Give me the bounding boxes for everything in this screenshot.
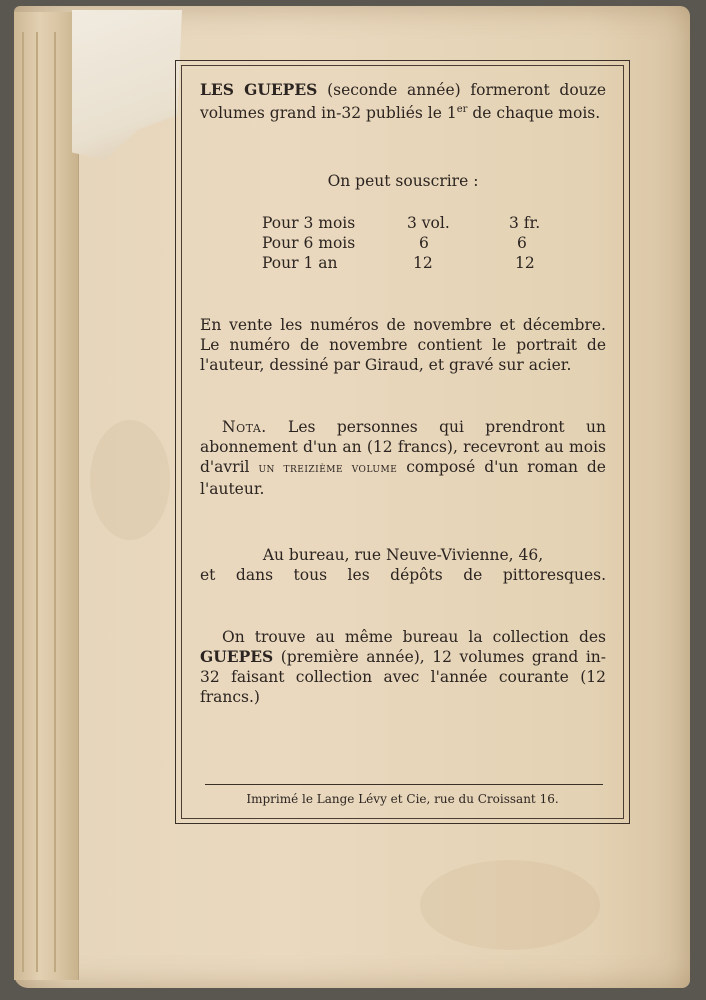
- price-label: Pour 6 mois: [262, 234, 356, 253]
- superscript: er: [456, 104, 468, 115]
- price-table: [262, 213, 577, 273]
- price-volumes: 6: [419, 234, 429, 253]
- subscribe-heading: On peut souscrire :: [327, 172, 479, 191]
- printer-imprint: Imprimé le Lange Lévy et Cie, rue du Croissant 16.: [246, 792, 559, 806]
- price-label: Pour 1 an: [262, 254, 338, 273]
- collection-text: On trouve au même bureau la collection des: [222, 628, 606, 647]
- address-block: [200, 545, 606, 585]
- price-volumes: 3 vol.: [407, 214, 450, 233]
- sale-paragraph: En vente les numéros de novembre et décembre. Le numéro de novembre contient le portrait de l'auteur, dessiné par Giraud, et gravé sur acier.: [200, 316, 606, 375]
- price-amount: 12: [515, 254, 535, 273]
- nota-paragraph: [200, 417, 606, 499]
- price-row: [262, 253, 577, 273]
- collection-text-end: (première année), 12 volumes grand in-32 faisant collection avec l'année courante (12 francs.): [200, 648, 606, 707]
- page-edges: [14, 12, 79, 980]
- title-text: LES GUEPES: [200, 80, 318, 99]
- page-edge-line: [36, 32, 38, 972]
- nota-text: Les personnes qui prendront un abonnement d'un an (12 francs), recevront au mois d'avril: [200, 418, 606, 477]
- nota-emphasis: un treizième volume: [258, 461, 398, 477]
- intro-end: de chaque mois.: [467, 104, 601, 123]
- price-row: [262, 233, 577, 253]
- collection-emphasis: GUEPES: [200, 647, 274, 667]
- notice-content: [200, 80, 606, 707]
- price-label: Pour 3 mois: [262, 214, 356, 233]
- price-amount: 3 fr.: [509, 214, 541, 233]
- price-volumes: 12: [413, 254, 433, 273]
- page-edge-line: [54, 32, 56, 972]
- address-line: Au bureau, rue Neuve-Vivienne, 46,: [262, 546, 544, 565]
- price-amount: 6: [517, 234, 527, 253]
- stain: [420, 860, 600, 950]
- intro-paragraph: [200, 80, 606, 123]
- price-row: [262, 213, 577, 233]
- collection-paragraph: [200, 627, 606, 707]
- nota-text-end: composé d'un roman de l'auteur.: [200, 458, 606, 499]
- page-edge-line: [22, 32, 24, 972]
- intro-text: (seconde année) formeront douze volumes grand in-32 publiés le 1: [200, 81, 606, 123]
- footer-divider: [205, 784, 603, 785]
- nota-label: Nota.: [222, 418, 267, 437]
- address-line: et dans tous les dépôts de pittoresques.: [200, 566, 606, 585]
- stain: [90, 420, 170, 540]
